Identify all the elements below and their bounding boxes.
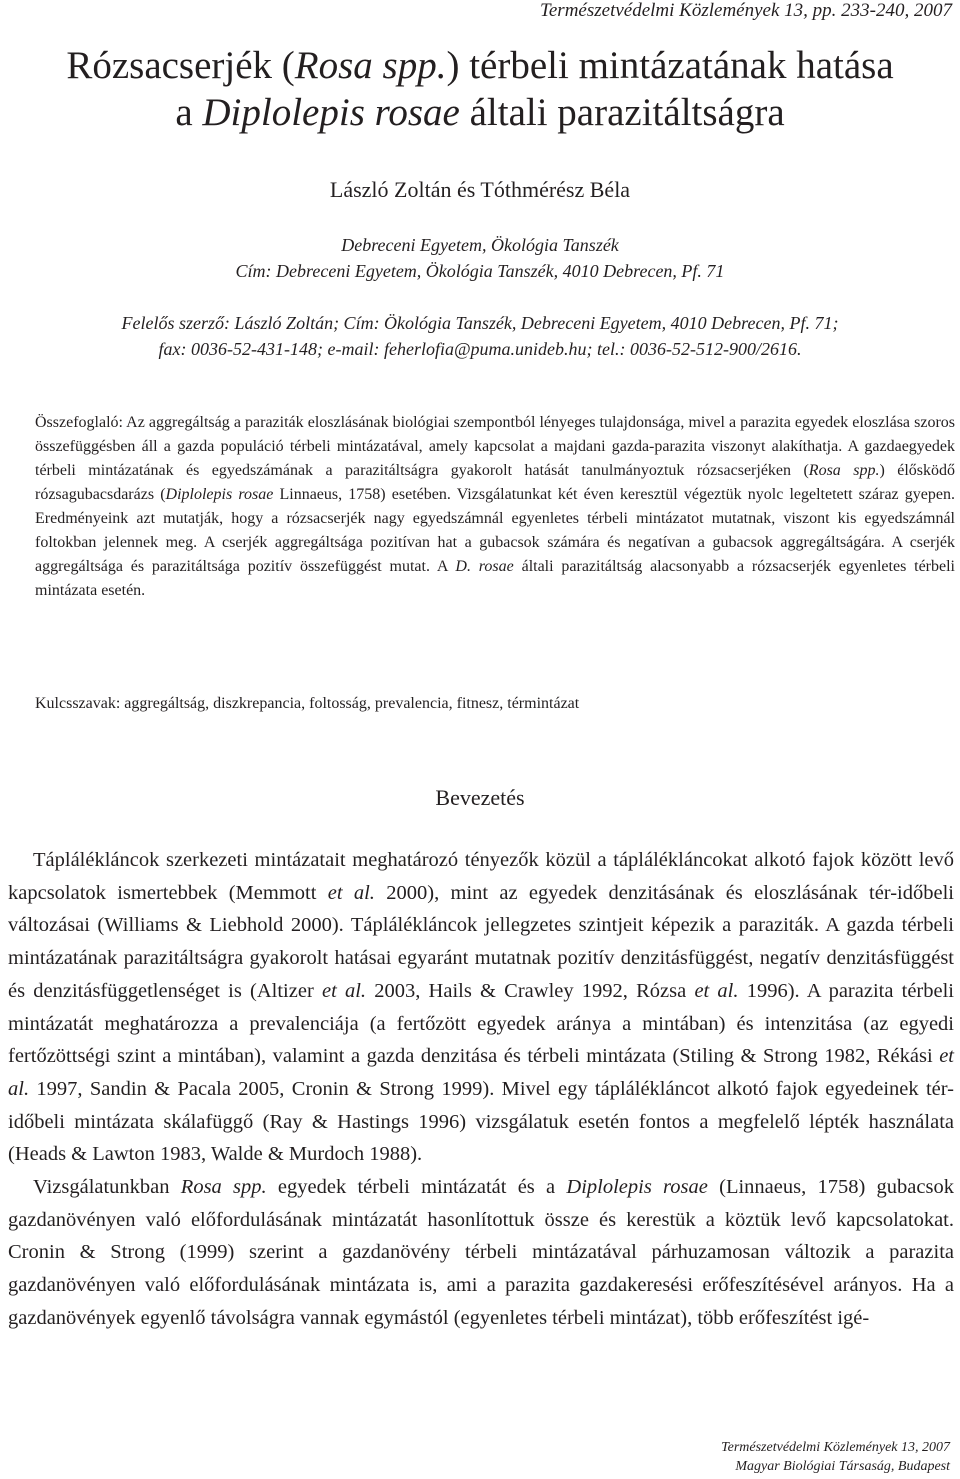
- abstract: Összefoglaló: Az aggregáltság a paraziták eloszlásának biológiai szempontból lényeges tulajdonsága, mivel a parazita egyedek eloszlása szoros összefüggésben áll a gazda populáció térbeli mintázatával, amely kapcsolat a majdani gazda-parazita viszonyt alakíthatja. A gazdaegyedek térbeli mintázatának és egyedszámának a parazitáltságra gyakorolt hatását tanulmányoztuk rózsacserjéken (Rosa spp.) élősködő rózsagubacsdarázs (Diplolepis rosae Linnaeus, 1758) esetében. Vizsgálatunkat két éven keresztül végeztük nyolc legeltetett száraz gyepen. Eredményeink azt mutatják, hogy a rózsacserjék nagy egyedszámnál egyenletes térbeli mintázatot mutatnak, viszont kis egyedszámnál foltokban jelennek meg. A cserjék aggregáltsága pozitívan hat a gubacsok számára és negatívan a gubacsok aggregáltságára. A cserjék aggregáltsága és parazitáltsága pozitív összefüggést mutat. A D. rosae általi parazitáltság alacsonyabb a rózsacserjék egyenletes térbeli mintázata esetén.: [35, 414, 956, 599]
- title-taxon: Diplolepis rosae: [202, 91, 460, 134]
- title-text: a: [175, 91, 203, 134]
- title-taxon: Rosa spp.: [294, 44, 447, 87]
- title-text: Rózsacserjék (: [66, 44, 295, 87]
- affiliation-line: Debreceni Egyetem, Ökológia Tanszék: [341, 235, 619, 255]
- body-paragraph: Táplálékláncok szerkezeti mintázatait meghatározó tényezők közül a táplálékláncokat alkotó fajok között levő kapcsolatok ismertebbek (Memmott et al. 2000), mint az egyedek denzitásának és eloszlásának tér-időbeli változásai (Williams & Liebhold 2000). Táplálékláncok jellegzetes szintjeit képezik a paraziták. A gazda térbeli mintázatának parazitáltságra gyakorolt hatásai egyaránt mutatnak pozitív denzitásfüggést, negatív denzitásfüggést és denzitásfüggetlenséget is (Altizer et al. 2003, Hails & Crawley 1992, Rózsa et al. 1996). A parazita térbeli mintázatát meghatározza a prevalenciája (a fertőzött egyedek aránya a mintában) és intenzitása (az egyedi fertőzöttségi szint a mintában), valamint a gazda denzitása és térbeli mintázata (Stiling & Strong 1982, Rékási et al. 1997, Sandin & Pacala 2005, Cronin & Strong 1999). Mivel egy táplálékláncot alkotó fajok egyedeinek tér-időbeli mintázata skálafüggő (Ray & Hastings 1996) vizsgálatuk esetén fontos a megfelelő lépték használata (Heads & Lawton 1983, Walde & Murdoch 1988).: [8, 849, 954, 1166]
- title-line-2: [0, 89, 960, 136]
- title-line-1: [0, 42, 960, 89]
- corresponding-line: Felelős szerző: László Zoltán; Cím: Ökológia Tanszék, Debreceni Egyetem, 4010 Debrecen, Pf. 71;: [121, 313, 839, 333]
- corresponding-author: [0, 310, 960, 362]
- paper-title: [0, 42, 960, 136]
- authors: László Zoltán és Tóthmérész Béla: [329, 177, 631, 202]
- journal-header: Természetvédelmi Közlemények 13, pp. 233-240, 2007: [540, 0, 952, 21]
- footer-journal: Természetvédelmi Közlemények 13, 2007: [721, 1440, 950, 1455]
- contact-line: fax: 0036-52-431-148; e-mail: feherlofia@puma.unideb.hu; tel.: 0036-52-512-900/2616.: [158, 339, 802, 359]
- footer-publisher: Magyar Biológiai Társaság, Budapest: [735, 1459, 950, 1474]
- section-heading: Bevezetés: [435, 785, 525, 810]
- affiliation: [0, 232, 960, 284]
- affiliation-address: Cím: Debreceni Egyetem, Ökológia Tanszék, 4010 Debrecen, Pf. 71: [235, 261, 725, 281]
- body-text: [8, 844, 954, 1335]
- title-text: általi parazitáltságra: [459, 91, 785, 134]
- keywords: Kulcsszavak: aggregáltság, diszkrepancia, foltosság, prevalencia, fitnesz, términtázat: [35, 695, 580, 712]
- title-text: ) térbeli mintázatának hatása: [446, 44, 894, 87]
- page-footer: [721, 1438, 950, 1476]
- body-paragraph: Vizsgálatunkban Rosa spp. egyedek térbeli mintázatát és a Diplolepis rosae (Linnaeus, 1758) gubacsok gazdanövényen való előfordulásának mintázatát hasonlítottuk össze és kerestük a köztük levő kapcsolatokat. Cronin & Strong (1999) szerint a gazdanövény térbeli mintázatával párhuzamosan változik a parazita gazdanövényen való előfordulásának mintázata is, ami a parazita gazdakeresési erőfeszítésével arányos. Ha a gazdanövények egyenlő távolságra vannak egymástól (egyenletes térbeli mintázat), több erőfeszítést igé-: [8, 1176, 954, 1329]
